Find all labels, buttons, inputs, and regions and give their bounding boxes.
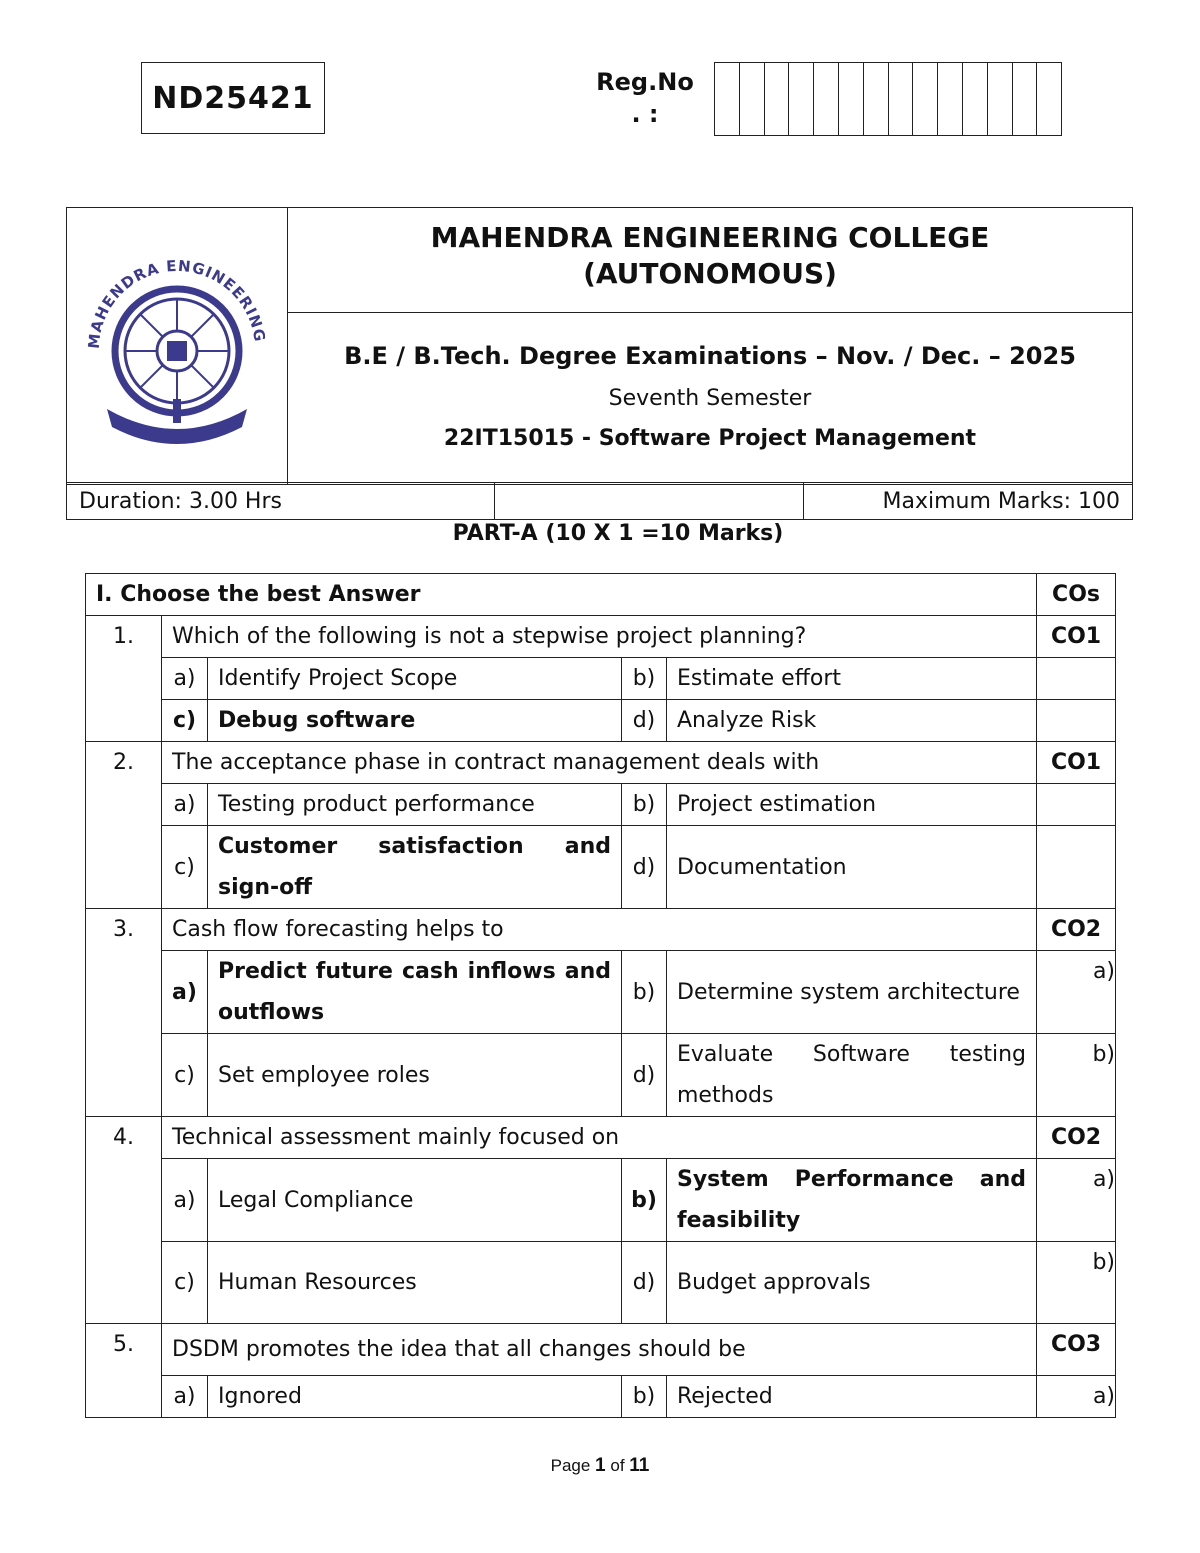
question-co: CO1 — [1037, 616, 1116, 658]
questions-table — [85, 573, 1116, 1418]
option-label: b) — [622, 784, 667, 826]
option-label-answer: b) — [622, 1159, 667, 1242]
college-status: (AUTONOMOUS) — [583, 257, 837, 291]
question-co: CO3 — [1037, 1324, 1116, 1376]
option-label-answer: a) — [162, 951, 208, 1034]
question-co: CO2 — [1037, 909, 1116, 951]
paper-code: ND25421 — [141, 62, 325, 134]
option-row — [86, 951, 1116, 1034]
option-label: a) — [162, 1376, 208, 1418]
exam-meta — [66, 482, 1133, 520]
page-footer — [0, 1455, 1200, 1477]
option-text: Estimate effort — [667, 658, 1037, 700]
reg-no-digit-box — [938, 63, 963, 135]
option-text: Identify Project Scope — [208, 658, 622, 700]
reg-no-boxes — [714, 62, 1062, 136]
reg-no-label-text: Reg.No . : — [596, 68, 694, 128]
section-header-row — [86, 574, 1116, 616]
option-row — [86, 658, 1116, 700]
reg-no-digit-box — [889, 63, 914, 135]
co-header: COs — [1037, 574, 1116, 616]
option-text-answer: Predict future cash inflows and outflows — [208, 951, 622, 1034]
option-row — [86, 826, 1116, 909]
co-empty-cell — [1037, 700, 1116, 742]
question-number: 1. — [86, 616, 162, 742]
reg-no-digit-box — [789, 63, 814, 135]
semester: Seventh Semester — [608, 385, 812, 411]
option-row — [86, 1376, 1116, 1418]
question-text: The acceptance phase in contract management deals with — [162, 742, 1037, 784]
option-row — [86, 1242, 1116, 1324]
option-text-answer: Customer satisfaction and sign-off — [208, 826, 622, 909]
option-text: Rejected — [667, 1376, 1037, 1418]
option-label: a) — [162, 1159, 208, 1242]
option-text-answer: Debug software — [208, 700, 622, 742]
option-label: c) — [162, 826, 208, 909]
reg-no-digit-box — [814, 63, 839, 135]
question-number: 2. — [86, 742, 162, 909]
option-text: Legal Compliance — [208, 1159, 622, 1242]
option-label: b) — [622, 951, 667, 1034]
exam-title: B.E / B.Tech. Degree Examinations – Nov. / Dec. – 2025 — [344, 341, 1076, 370]
page-number: 1 — [595, 1455, 606, 1476]
question-text: Which of the following is not a stepwise project planning? — [162, 616, 1037, 658]
option-label: d) — [622, 1242, 667, 1324]
reg-no-digit-box — [839, 63, 864, 135]
co-empty-cell — [1037, 658, 1116, 700]
co-empty-cell — [1037, 784, 1116, 826]
of-word: of — [610, 1456, 625, 1475]
reg-no-digit-box — [740, 63, 765, 135]
side-mark: a) — [1037, 1376, 1116, 1418]
reg-no-digit-box — [765, 63, 790, 135]
reg-no-digit-box — [963, 63, 988, 135]
duration: Duration: 3.00 Hrs — [67, 483, 495, 520]
exam-details-cell — [288, 313, 1133, 485]
option-label: d) — [622, 700, 667, 742]
section-heading: I. Choose the best Answer — [86, 574, 1037, 616]
option-text: Determine system architecture — [667, 951, 1037, 1034]
option-text: Ignored — [208, 1376, 622, 1418]
question-text: Cash flow forecasting helps to — [162, 909, 1037, 951]
option-label: b) — [622, 1376, 667, 1418]
reg-no-digit-box — [864, 63, 889, 135]
question-number: 5. — [86, 1324, 162, 1418]
reg-no-digit-box — [913, 63, 938, 135]
option-text: Evaluate Software testing methods — [667, 1034, 1037, 1117]
college-name: MAHENDRA ENGINEERING COLLEGE — [430, 221, 990, 255]
college-header — [66, 207, 1133, 485]
option-label: c) — [162, 1242, 208, 1324]
part-title: PART-A (10 X 1 =10 Marks) — [452, 521, 784, 546]
college-name-cell — [288, 208, 1133, 313]
option-label: b) — [622, 658, 667, 700]
question-co: CO1 — [1037, 742, 1116, 784]
reg-no-digit-box — [715, 63, 740, 135]
college-logo — [77, 239, 277, 449]
option-text: Analyze Risk — [667, 700, 1037, 742]
question-text: DSDM promotes the idea that all changes should be — [162, 1324, 1037, 1376]
reg-no-digit-box — [1013, 63, 1038, 135]
option-label: a) — [162, 784, 208, 826]
option-label: a) — [162, 658, 208, 700]
subject-title: 22IT15015 - Software Project Management — [443, 425, 977, 451]
side-mark: b) — [1037, 1242, 1116, 1324]
option-label: d) — [622, 1034, 667, 1117]
option-text: Budget approvals — [667, 1242, 1037, 1324]
side-mark: a) — [1037, 1159, 1116, 1242]
option-text: Documentation — [667, 826, 1037, 909]
question-row — [86, 1324, 1116, 1376]
option-label: c) — [162, 1034, 208, 1117]
option-text: Human Resources — [208, 1242, 622, 1324]
meta-empty-cell — [495, 483, 804, 520]
question-number: 4. — [86, 1117, 162, 1324]
question-text: Technical assessment mainly focused on — [162, 1117, 1037, 1159]
option-row — [86, 1159, 1116, 1242]
option-text: Testing product performance — [208, 784, 622, 826]
question-row — [86, 616, 1116, 658]
option-label-answer: c) — [162, 700, 208, 742]
reg-no-digit-box — [1037, 63, 1062, 135]
max-marks: Maximum Marks: 100 — [804, 483, 1133, 520]
logo-cell — [67, 208, 288, 485]
option-row — [86, 784, 1116, 826]
question-row — [86, 1117, 1116, 1159]
option-row — [86, 700, 1116, 742]
page-word: Page — [550, 1456, 591, 1475]
question-co: CO2 — [1037, 1117, 1116, 1159]
side-mark: b) — [1037, 1034, 1116, 1117]
option-text: Set employee roles — [208, 1034, 622, 1117]
option-row — [86, 1034, 1116, 1117]
option-text-answer: System Performance and feasibility — [667, 1159, 1037, 1242]
question-row — [86, 909, 1116, 951]
question-number: 3. — [86, 909, 162, 1117]
reg-no-label — [582, 66, 708, 130]
logo-text: MAHENDRA ENGINEERING — [84, 256, 269, 350]
option-text: Project estimation — [667, 784, 1037, 826]
page-total: 11 — [629, 1455, 650, 1476]
question-row — [86, 742, 1116, 784]
option-label: d) — [622, 826, 667, 909]
side-mark: a) — [1037, 951, 1116, 1034]
reg-no-digit-box — [988, 63, 1013, 135]
co-empty-cell — [1037, 826, 1116, 909]
